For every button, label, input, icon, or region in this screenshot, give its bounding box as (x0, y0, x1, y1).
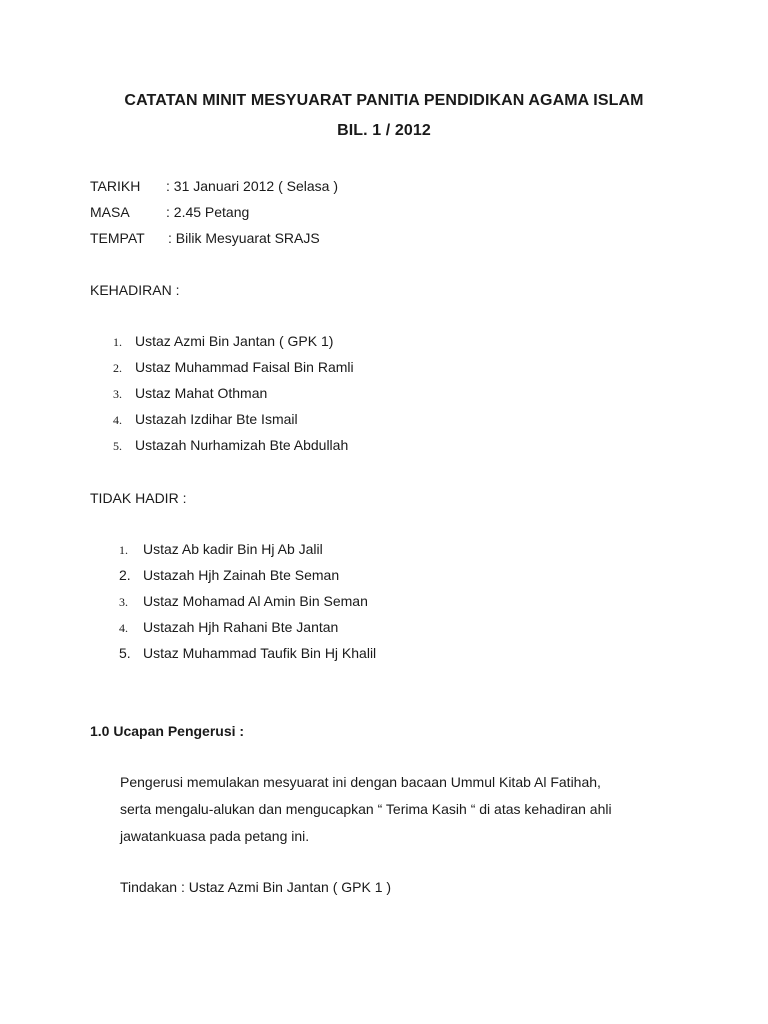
tarikh-label: TARIKH (90, 178, 141, 194)
tempat-label: TEMPAT (90, 230, 145, 246)
list-item-number: 4. (113, 413, 122, 427)
list-item: Ustaz Ab kadir Bin Hj Ab Jalil (143, 541, 323, 557)
list-item-number: 2. (119, 567, 131, 583)
section-heading: 1.0 Ucapan Pengerusi : (90, 723, 245, 739)
list-item-number: 2. (113, 361, 122, 375)
document-title: CATATAN MINIT MESYUARAT PANITIA PENDIDIKAN AGAMA ISLAM (124, 92, 644, 109)
list-item: Ustaz Mahat Othman (135, 385, 268, 401)
list-item: Ustazah Hjh Rahani Bte Jantan (143, 619, 339, 635)
tidak-hadir-label: TIDAK HADIR : (90, 490, 187, 506)
list-item: Ustazah Nurhamizah Bte Abdullah (135, 437, 349, 453)
list-item-number: 1. (113, 335, 122, 349)
list-item-number: 3. (113, 387, 122, 401)
info-masa-row (90, 204, 249, 220)
paragraph-line: serta mengalu-alukan dan mengucapkan “ Terima Kasih “ di atas kehadiran ahli (120, 801, 612, 817)
list-item: Ustaz Muhammad Taufik Bin Hj Khalil (143, 645, 377, 661)
kehadiran-label: KEHADIRAN : (90, 282, 180, 298)
list-item: Ustaz Azmi Bin Jantan ( GPK 1) (135, 333, 334, 349)
list-item-number: 1. (119, 543, 128, 557)
list-item-number: 5. (119, 645, 131, 661)
paragraph-line: Pengerusi memulakan mesyuarat ini dengan bacaan Ummul Kitab Al Fatihah, (120, 774, 601, 790)
list-item: Ustazah Izdihar Bte Ismail (135, 411, 298, 427)
list-item-number: 4. (119, 621, 128, 635)
tindakan-line: Tindakan : Ustaz Azmi Bin Jantan ( GPK 1 ) (120, 879, 392, 895)
list-item-number: 5. (113, 439, 122, 453)
info-tempat-row (90, 230, 320, 246)
paragraph-line: jawatankuasa pada petang ini. (120, 828, 310, 844)
list-item: Ustazah Hjh Zainah Bte Seman (143, 567, 340, 583)
list-item: Ustaz Muhammad Faisal Bin Ramli (135, 359, 354, 375)
tempat-value: : Bilik Mesyuarat SRAJS (168, 230, 320, 246)
tarikh-value: : 31 Januari 2012 ( Selasa ) (166, 178, 338, 194)
info-tarikh-row (90, 178, 338, 194)
masa-value: : 2.45 Petang (166, 204, 250, 220)
list-item: Ustaz Mohamad Al Amin Bin Seman (143, 593, 368, 609)
meeting-number: BIL. 1 / 2012 (337, 122, 431, 139)
list-item-number: 3. (119, 595, 128, 609)
masa-label: MASA (90, 204, 130, 220)
